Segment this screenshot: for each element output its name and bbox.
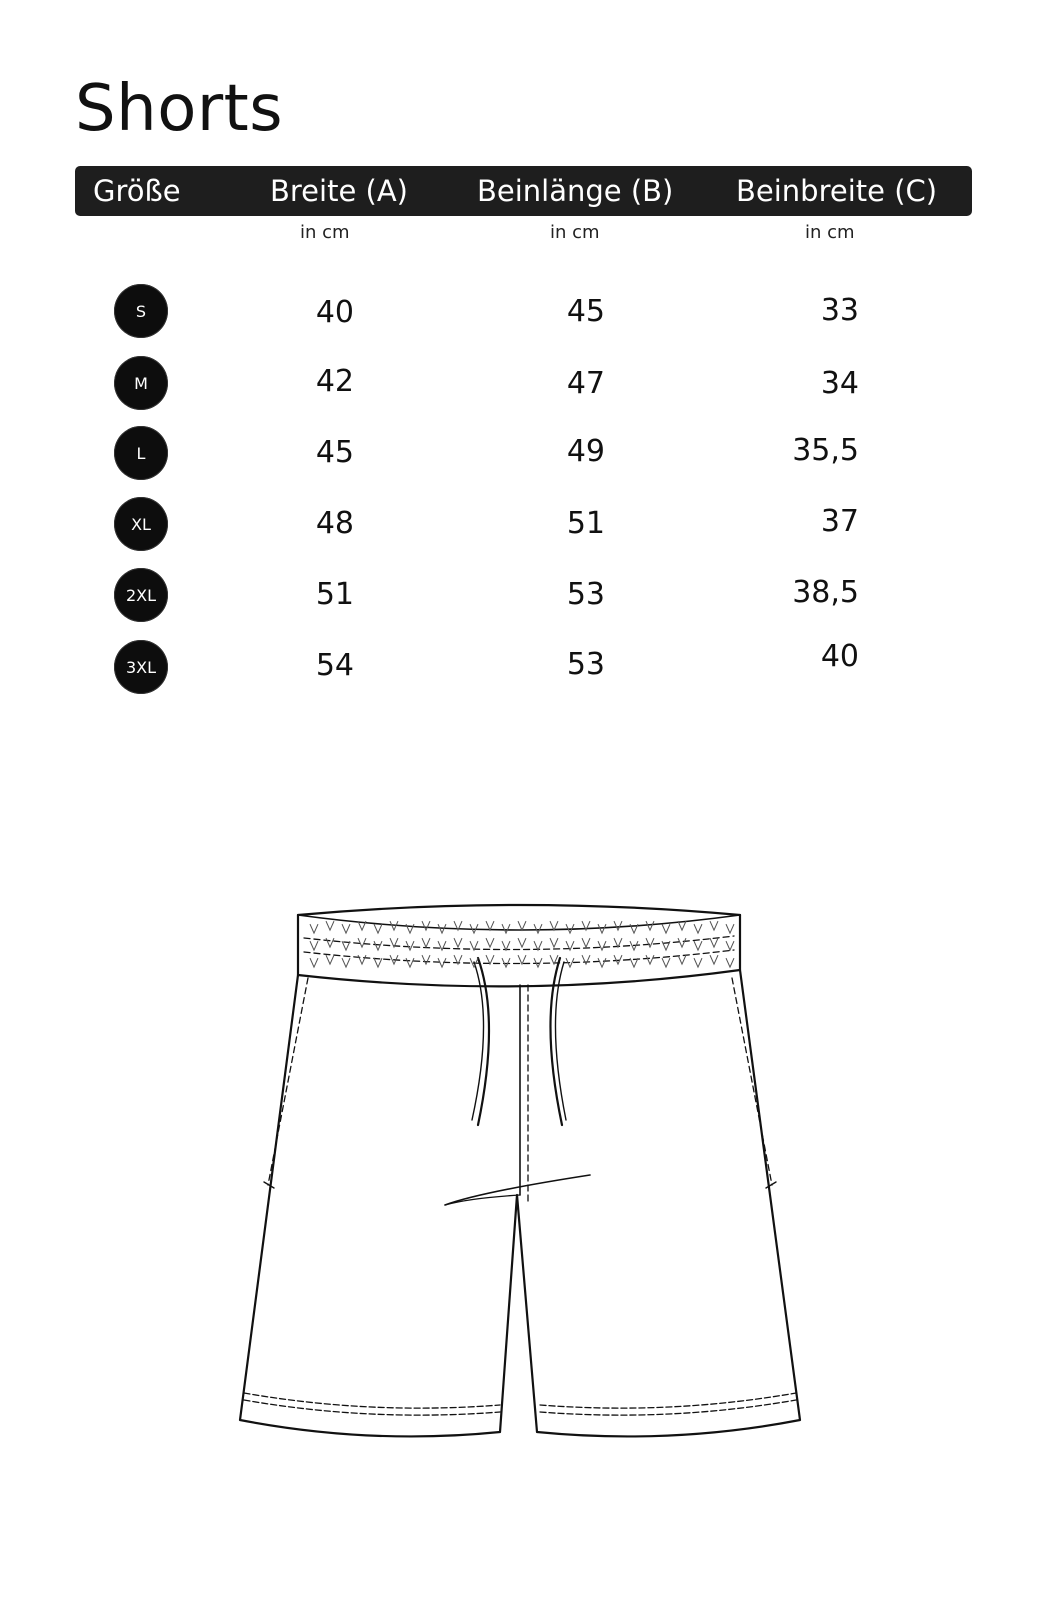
header-leg-length: Beinlänge (B)	[477, 174, 674, 208]
value-leg-length: 53	[566, 647, 605, 682]
size-badge: M	[114, 356, 168, 410]
value-leg-width: 35,5	[792, 433, 859, 468]
waistband-ruffle-mark	[326, 938, 334, 947]
waistband-ruffle-mark	[534, 958, 542, 967]
waistband-ruffle-mark	[646, 938, 654, 947]
waistband-ruffle-mark	[310, 941, 318, 950]
value-width: 54	[315, 648, 354, 683]
value-leg-width: 33	[820, 293, 859, 328]
waistband-ruffle-mark	[518, 955, 526, 964]
waistband-ruffle-mark	[486, 921, 494, 930]
value-leg-length: 47	[566, 366, 605, 401]
waistband-ruffle-mark	[486, 938, 494, 947]
value-width: 40	[315, 295, 354, 330]
waistband-ruffle-mark	[710, 955, 718, 964]
waistband-ruffle-mark	[550, 938, 558, 947]
unit-width: in cm	[300, 222, 350, 243]
waistband-ruffle-mark	[406, 941, 414, 950]
waistband-ruffle-mark	[454, 938, 462, 947]
value-leg-length: 45	[566, 294, 605, 329]
waistband-ruffle-mark	[326, 921, 334, 930]
waistband-ruffle-mark	[374, 941, 382, 950]
waistband-ruffle-mark	[662, 924, 670, 933]
page-title: Shorts	[75, 72, 284, 146]
waistband-ruffle-mark	[342, 958, 350, 967]
waistband-ruffle-mark	[310, 924, 318, 933]
waistband-ruffle-mark	[614, 921, 622, 930]
waistband-ruffle-mark	[582, 955, 590, 964]
waistband-ruffle-mark	[534, 924, 542, 933]
waistband-ruffle-mark	[518, 938, 526, 947]
waistband-ruffle-mark	[422, 921, 430, 930]
waistband-ruffle-mark	[406, 958, 414, 967]
table-header	[75, 166, 972, 216]
unit-leg-width: in cm	[805, 222, 855, 243]
value-width: 48	[315, 506, 354, 541]
shorts-line-drawing-icon	[230, 895, 810, 1455]
waistband-ruffle-mark	[342, 924, 350, 933]
waistband-ruffle-mark	[726, 958, 734, 967]
waistband-ruffle-mark	[694, 958, 702, 967]
waistband-ruffle-mark	[726, 924, 734, 933]
size-badge: S	[114, 284, 168, 338]
waistband-ruffle-mark	[502, 958, 510, 967]
value-leg-length: 49	[566, 434, 605, 469]
waistband-ruffle-mark	[598, 958, 606, 967]
waistband-ruffle-mark	[694, 924, 702, 933]
waistband-ruffle-mark	[694, 941, 702, 950]
waistband-ruffle-mark	[710, 938, 718, 947]
waistband-ruffle-mark	[358, 938, 366, 947]
value-leg-length: 51	[566, 506, 605, 541]
size-badge: L	[114, 426, 168, 480]
value-leg-width: 37	[820, 504, 859, 539]
waistband-ruffle-mark	[422, 938, 430, 947]
waistband-ruffle-mark	[326, 955, 334, 964]
waistband-ruffle-mark	[374, 958, 382, 967]
header-width: Breite (A)	[270, 174, 408, 208]
value-leg-width: 34	[820, 366, 859, 401]
header-leg-width: Beinbreite (C)	[736, 174, 938, 208]
unit-leg-length: in cm	[550, 222, 600, 243]
size-badge: XL	[114, 497, 168, 551]
waistband-ruffle-mark	[518, 921, 526, 930]
size-badge: 2XL	[114, 568, 168, 622]
waistband-ruffle-mark	[614, 955, 622, 964]
waistband-ruffle-mark	[422, 955, 430, 964]
value-leg-length: 53	[566, 577, 605, 612]
value-leg-width: 40	[820, 639, 859, 674]
waistband-ruffle-mark	[310, 958, 318, 967]
waistband-ruffle-mark	[598, 941, 606, 950]
waistband-ruffle-mark	[726, 941, 734, 950]
value-leg-width: 38,5	[792, 575, 859, 610]
waistband-ruffle-mark	[678, 938, 686, 947]
waistband-ruffle-mark	[646, 955, 654, 964]
waistband-ruffle-mark	[502, 941, 510, 950]
header-size: Größe	[93, 174, 181, 208]
waistband-ruffle-mark	[662, 958, 670, 967]
waistband-ruffle-mark	[374, 924, 382, 933]
value-width: 45	[315, 435, 354, 470]
value-width: 42	[315, 364, 354, 399]
waistband-ruffle-mark	[582, 938, 590, 947]
waistband-ruffle-mark	[358, 955, 366, 964]
waistband-ruffle-mark	[502, 924, 510, 933]
value-width: 51	[315, 577, 354, 612]
waistband-ruffle-mark	[710, 921, 718, 930]
size-badge: 3XL	[114, 640, 168, 694]
